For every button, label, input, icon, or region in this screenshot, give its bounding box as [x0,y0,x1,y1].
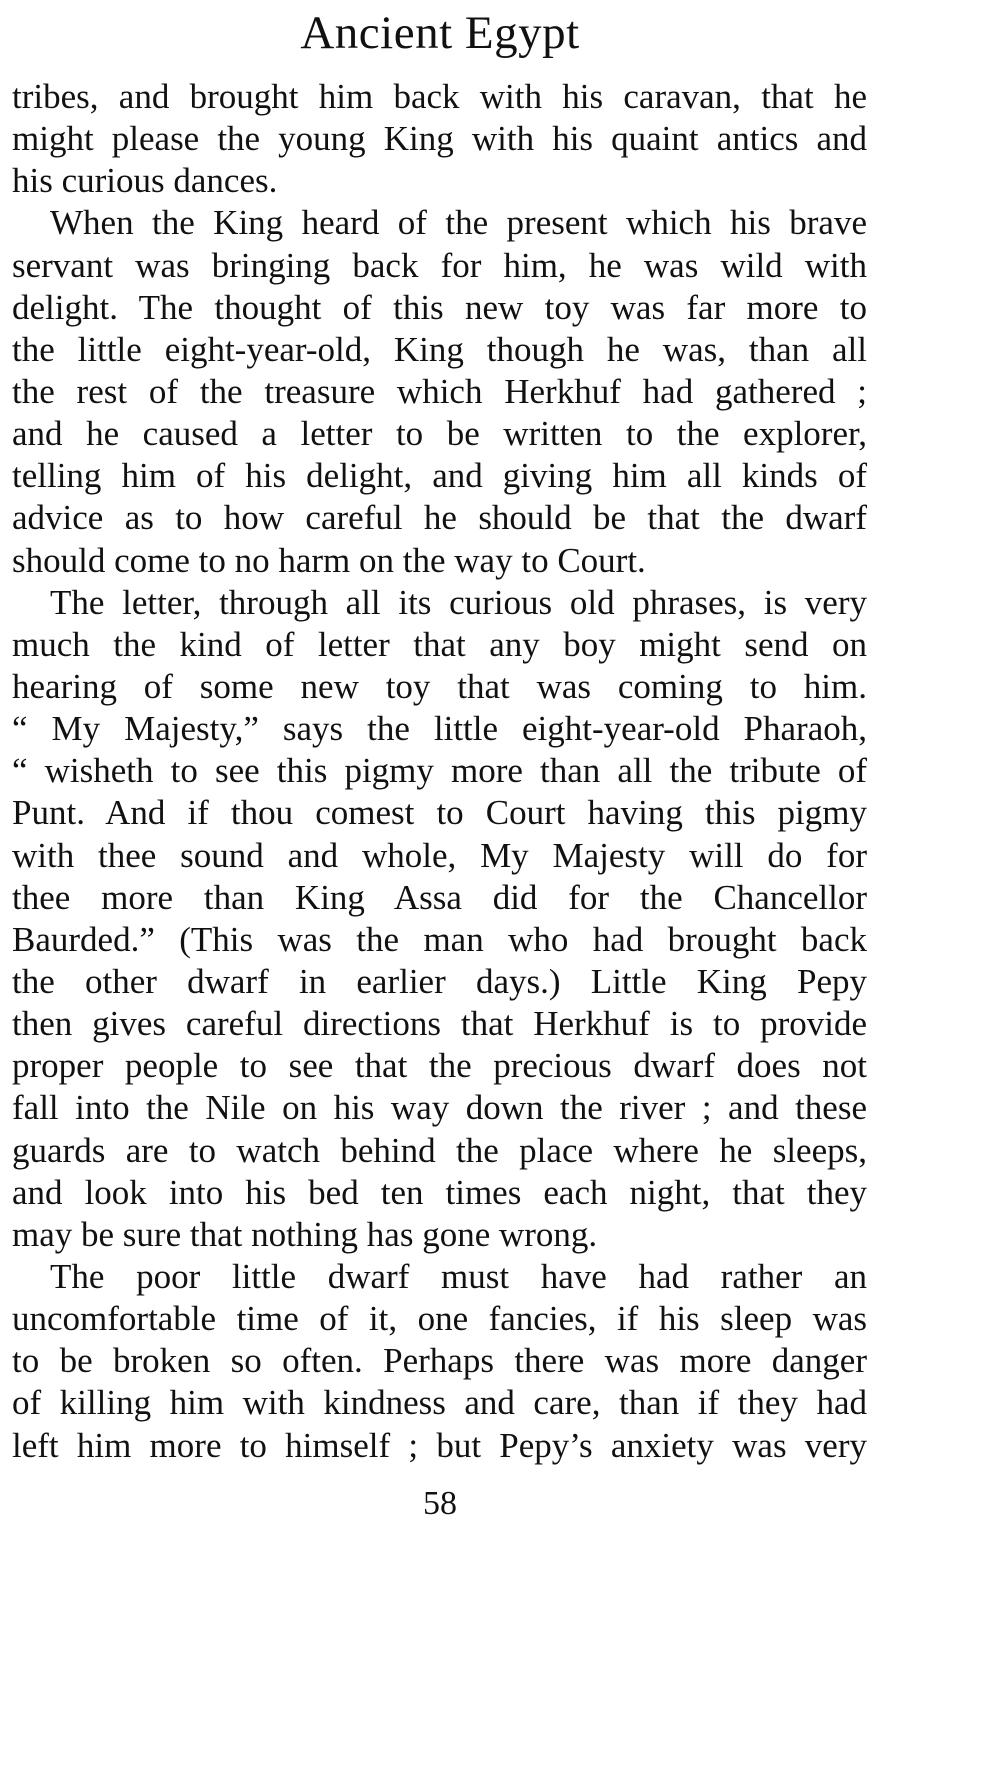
paragraph [12,1256,867,1467]
text-line: the rest of the treasure which Herkhuf had gathered ; [12,371,867,411]
text-line: may be sure that nothing has gone wrong. [12,1214,598,1254]
text-line: The poor little dwarf must have had rather an [50,1256,867,1296]
text-line: When the King heard of the present which his brave [50,203,867,243]
text-line: advice as to how careful he should be that the dwarf [12,498,867,538]
text-line: telling him of his delight, and giving him all kinds of [12,456,867,496]
text-line: The letter, through all its curious old phrases, is very [50,582,867,622]
text-line: Punt. And if thou comest to Court having this pigmy [12,793,867,833]
text-line: left him more to himself ; but Pepy’s anxiety was very [12,1425,867,1465]
body-text [12,76,867,1467]
text-line: tribes, and brought him back with his caravan, that he [12,77,867,116]
paragraph [12,582,867,1256]
text-line: and he caused a letter to be written to the explorer, [12,414,867,454]
text-line: guards are to watch behind the place where he sleeps, [12,1130,867,1170]
page-number: 58 [423,1485,457,1522]
running-head: Ancient Egypt [300,7,580,59]
paragraph [12,76,867,202]
text-line: “ wisheth to see this pigmy more than all the tribute of [12,751,867,791]
text-line: the little eight-year-old, King though he was, than all [12,329,867,369]
text-line: of killing him with kindness and care, than if they had [12,1383,867,1423]
text-line: Baurded.” (This was the man who had brought back [12,919,867,959]
text-line: delight. The thought of this new toy was far more to [12,287,867,327]
text-line: his curious dances. [12,161,278,201]
text-line: thee more than King Assa did for the Chancellor [12,877,867,917]
text-line: to be broken so often. Perhaps there was more danger [12,1341,867,1381]
text-line: then gives careful directions that Herkhuf is to provide [12,1004,867,1044]
text-line: much the kind of letter that any boy might send on [12,624,867,664]
text-line: “ My Majesty,” says the little eight-year-old Pharaoh, [12,709,867,749]
text-line: proper people to see that the precious dwarf does not [12,1046,867,1086]
text-line: hearing of some new toy that was coming to him. [12,666,867,706]
text-line: fall into the Nile on his way down the river ; and these [12,1088,867,1128]
text-line: the other dwarf in earlier days.) Little King Pepy [12,961,867,1001]
text-line: should come to no harm on the way to Court. [12,540,646,580]
text-line: with thee sound and whole, My Majesty will do for [12,835,867,875]
text-line: uncomfortable time of it, one fancies, if his sleep was [12,1299,867,1339]
paragraph [12,202,867,581]
text-line: and look into his bed ten times each night, that they [12,1172,867,1212]
text-line: might please the young King with his quaint antics and [12,119,867,159]
text-line: servant was bringing back for him, he was wild with [12,245,867,285]
